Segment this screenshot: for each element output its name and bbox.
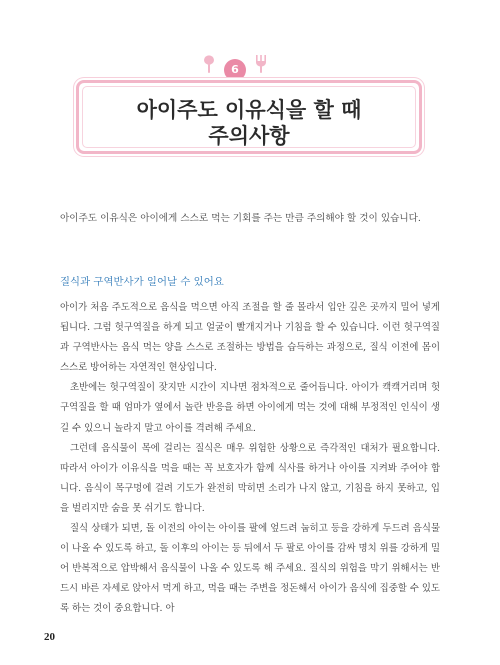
page-number: 20 — [44, 631, 55, 643]
body-paragraph: 초반에는 헛구역질이 잦지만 시간이 지나면 점차적으로 줄어듭니다. 아이가 캑캑거리며 헛구역질을 할 때 엄마가 옆에서 놀란 반응을 하면 아이에게 먹는 것에 대해 부정적인 인식이 생길 수 있으니 놀라지 말고 아이를 격려해 주세요. — [60, 382, 440, 434]
chapter-title-line-2: 주의사항 — [208, 124, 290, 148]
fork-icon — [253, 54, 269, 74]
spoon-icon — [201, 54, 217, 74]
body-paragraph: 아이가 처음 주도적으로 음식을 먹으면 아직 조절을 할 줄 몰라서 입안 깊은 곳까지 밀어 넣게 됩니다. 그럼 헛구역질을 하게 되고 얼굴이 빨개지거나 기침을 할 수 있습니다. 이런 헛구역질과 구역반사는 음식 먹는 양을 스스로 조절하는 방법을 습득하는 과정으로, 질식 이전에 몸이 스스로 방어하는 자연적인 현상입니다. — [60, 302, 440, 374]
body-paragraph: 그런데 음식물이 목에 걸리는 질식은 매우 위험한 상황으로 즉각적인 대처가 필요합니다. 따라서 아이가 이유식을 먹을 때는 꼭 보호자가 함께 식사를 하거나 아이를 지켜봐 주어야 합니다. 음식이 목구멍에 걸려 기도가 완전히 막히면 소리가 나지 않고, 기침을 하지 못하고, 입을 벌리지만 숨을 못 쉬기도 합니다. — [60, 442, 440, 514]
body-text — [60, 298, 440, 620]
chapter-header — [0, 0, 500, 160]
chapter-title-frame — [76, 80, 422, 154]
intro-paragraph: 아이주도 이유식은 아이에게 스스로 먹는 기회를 주는 만큼 주의해야 할 것이 있습니다. — [60, 213, 421, 224]
chapter-title-line-1: 아이주도 이유식을 할 때 — [136, 98, 362, 122]
section-heading: 질식과 구역반사가 일어날 수 있어요 — [60, 276, 224, 288]
chapter-title — [79, 97, 419, 149]
chapter-number-badge: 6 — [224, 59, 246, 81]
body-paragraph: 질식 상태가 되면, 돌 이전의 아이는 아이를 팔에 엎드려 눕히고 등을 강하게 두드려 음식물이 나올 수 있도록 하고, 돌 이후의 아이는 등 뒤에서 두 팔로 아이를 감싸 명치 위를 강하게 밀어 반복적으로 압박해서 음식물이 나올 수 있도록 해 주세요. 질식의 위험을 막기 위해서는 반드시 바른 자세로 앉아서 먹게 하고, 먹을 때는 주변을 정돈해서 아이가 음식에 집중할 수 있도록 하는 것이 중요합니다. 아 — [60, 523, 440, 615]
